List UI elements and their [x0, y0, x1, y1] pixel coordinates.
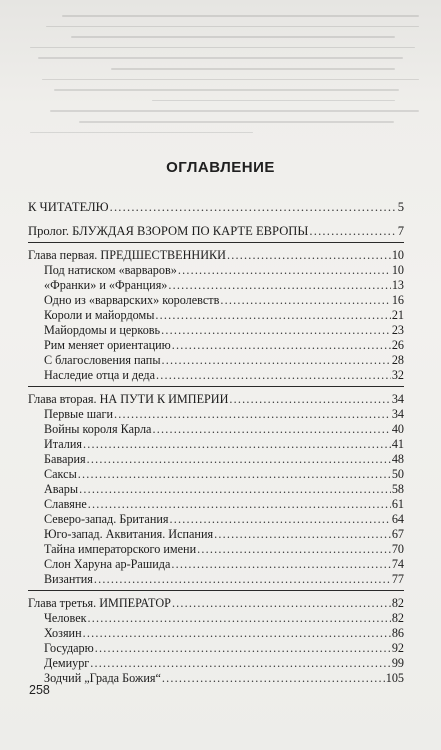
toc-entry-title: Бавария: [44, 452, 86, 466]
toc-entry-page: 10: [391, 248, 404, 262]
toc-subsection-entry: [28, 323, 404, 338]
toc-subsection-entry: [28, 278, 404, 293]
toc-entry-page: 58: [391, 482, 404, 496]
toc-entry-page: 26: [391, 338, 404, 352]
toc-entry-page: 40: [391, 422, 404, 436]
dot-leader: [162, 353, 391, 368]
dot-leader: [172, 338, 391, 353]
toc-entry-page: 50: [391, 467, 404, 481]
section-divider: [28, 386, 404, 387]
toc-entry-title: Византия: [44, 572, 93, 586]
toc-entry-page: 82: [391, 596, 404, 610]
toc-subsection-entry: [28, 407, 404, 422]
toc-chapter-entry: [28, 248, 404, 263]
dot-leader: [110, 200, 397, 215]
toc-entry-title: Наследие отца и деда: [44, 368, 155, 382]
dot-leader: [178, 263, 391, 278]
dot-leader: [87, 452, 391, 467]
toc-subsection-entry: [28, 467, 404, 482]
page-number: 258: [29, 683, 50, 697]
dot-leader: [152, 422, 390, 437]
bleed-through-text: [30, 6, 435, 156]
toc-entry-title: Глава третья. ИМПЕРАТОР: [28, 596, 171, 610]
toc-entry-title: Рим меняет ориентацию: [44, 338, 171, 352]
toc-entry-title: Под натиском «варваров»: [44, 263, 177, 277]
toc-subsection-entry: [28, 452, 404, 467]
toc-entry-page: 5: [397, 200, 404, 214]
toc-entry-page: 28: [391, 353, 404, 367]
dot-leader: [161, 323, 391, 338]
toc-entry-page: 67: [391, 527, 404, 541]
toc-entry-page: 7: [397, 224, 404, 238]
dot-leader: [78, 467, 391, 482]
toc-entry-page: 41: [391, 437, 404, 451]
toc-entry-page: 74: [391, 557, 404, 571]
toc-entry-page: 48: [391, 452, 404, 466]
toc-entry-page: 10: [391, 263, 404, 277]
dot-leader: [90, 656, 391, 671]
dot-leader: [220, 293, 390, 308]
toc-entry-title: Тайна императорского имени: [44, 542, 197, 556]
dot-leader: [229, 392, 390, 407]
section-divider: [28, 242, 404, 243]
dot-leader: [88, 611, 391, 626]
dot-leader: [168, 278, 390, 293]
toc-entry-title: Слон Харуна ар-Рашида: [44, 557, 171, 571]
toc-entry-page: 70: [391, 542, 404, 556]
toc-subsection-entry: [28, 542, 404, 557]
dot-leader: [114, 407, 391, 422]
toc-entry-title: Зодчий „Града Божия“: [44, 671, 161, 685]
toc-entry-page: 99: [391, 656, 404, 670]
toc-subsection-entry: [28, 263, 404, 278]
toc-chapter-entry: [28, 392, 404, 407]
toc-entry-title: С благословения папы: [44, 353, 161, 367]
dot-leader: [155, 308, 390, 323]
dot-leader: [197, 542, 391, 557]
dot-leader: [162, 671, 385, 686]
toc-subsection-entry: [28, 482, 404, 497]
toc-subsection-entry: [28, 572, 404, 587]
toc-entry-page: 105: [385, 671, 404, 685]
toc-subsection-entry: [28, 422, 404, 437]
toc-heading: ОГЛАВЛЕНИЕ: [166, 159, 275, 176]
toc-entry-page: 32: [391, 368, 404, 382]
dot-leader: [88, 497, 391, 512]
toc-entry-title: Славяне: [44, 497, 87, 511]
dot-leader: [156, 368, 391, 383]
toc-subsection-entry: [28, 671, 404, 686]
toc-intro-entry: [28, 224, 404, 239]
toc-entry-title: Государю: [44, 641, 94, 655]
toc-subsection-entry: [28, 437, 404, 452]
toc-entry-title: Первые шаги: [44, 407, 114, 421]
dot-leader: [172, 596, 391, 611]
toc-entry-page: 92: [391, 641, 404, 655]
toc-entry-title: Человек: [44, 611, 87, 625]
toc-subsection-entry: [28, 611, 404, 626]
toc-entry-title: Италия: [44, 437, 83, 451]
toc-entry-page: 82: [391, 611, 404, 625]
toc-entry-title: Пролог. БЛУЖДАЯ ВЗОРОМ ПО КАРТЕ ЕВРОПЫ: [28, 224, 309, 238]
section-divider: [28, 590, 404, 591]
toc-entry-title: Глава первая. ПРЕДШЕСТВЕННИКИ: [28, 248, 226, 262]
toc-subsection-entry: [28, 338, 404, 353]
toc-entry-title: Майордомы и церковь: [44, 323, 161, 337]
toc-entry-title: К ЧИТАТЕЛЮ: [28, 200, 109, 214]
dot-leader: [171, 557, 390, 572]
toc-subsection-entry: [28, 656, 404, 671]
dot-leader: [79, 482, 391, 497]
toc-entry-title: Авары: [44, 482, 79, 496]
dot-leader: [83, 626, 391, 641]
toc-entry-page: 86: [391, 626, 404, 640]
toc-entry-title: Демиург: [44, 656, 90, 670]
toc-subsection-entry: [28, 527, 404, 542]
toc-entry-page: 23: [391, 323, 404, 337]
dot-leader: [169, 512, 390, 527]
dot-leader: [95, 641, 391, 656]
dot-leader: [83, 437, 391, 452]
dot-leader: [214, 527, 391, 542]
toc-intro-entry: [28, 200, 404, 215]
toc-subsection-entry: [28, 557, 404, 572]
toc-entry-page: 64: [391, 512, 404, 526]
toc-entry-page: 13: [391, 278, 404, 292]
toc-entry-page: 21: [391, 308, 404, 322]
toc-entry-title: «Франки» и «Франция»: [44, 278, 168, 292]
toc-subsection-entry: [28, 293, 404, 308]
toc-entry-title: Юго-запад. Аквитания. Испания: [44, 527, 214, 541]
dot-leader: [94, 572, 391, 587]
toc-subsection-entry: [28, 626, 404, 641]
toc-subsection-entry: [28, 497, 404, 512]
dot-leader: [227, 248, 391, 263]
toc-entry-page: 61: [391, 497, 404, 511]
toc-entry-title: Хозяин: [44, 626, 82, 640]
toc-subsection-entry: [28, 641, 404, 656]
toc-entry-page: 77: [391, 572, 404, 586]
toc-entry-title: Войны короля Карла: [44, 422, 152, 436]
toc-entry-page: 34: [391, 407, 404, 421]
toc-entry-title: Короли и майордомы: [44, 308, 155, 322]
toc-subsection-entry: [28, 308, 404, 323]
toc-entry-page: 34: [391, 392, 404, 406]
toc-chapter-entry: [28, 596, 404, 611]
toc-subsection-entry: [28, 368, 404, 383]
toc-subsection-entry: [28, 353, 404, 368]
toc-subsection-entry: [28, 512, 404, 527]
table-of-contents: [28, 200, 404, 686]
toc-entry-title: Глава вторая. НА ПУТИ К ИМПЕРИИ: [28, 392, 229, 406]
toc-entry-title: Северо-запад. Британия: [44, 512, 169, 526]
dot-leader: [309, 224, 396, 239]
toc-entry-page: 16: [391, 293, 404, 307]
toc-entry-title: Одно из «варварских» королевств: [44, 293, 220, 307]
toc-entry-title: Саксы: [44, 467, 77, 481]
